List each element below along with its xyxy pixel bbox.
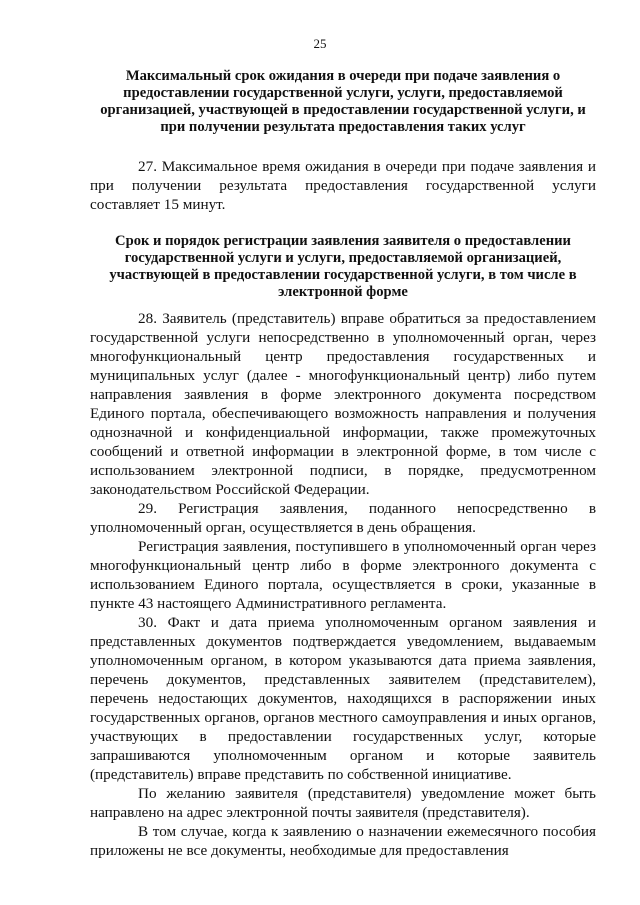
section-body-waiting-time [90,157,596,214]
section-heading-registration: Срок и порядок регистрации заявления заявителя о предоставлении государственной услуги и услуги, предоставляемой организацией, участвующей в предоставлении государственной услуги, в том числе в электронной форме [109,233,577,300]
paragraph-28: 28. Заявитель (представитель) вправе обратиться за предоставлением государственной услуги непосредственно в уполномоченный орган, через многофункциональный центр предоставления государственных и муниципальных услуг (далее - многофункциональный центр) либо путем направления заявления в форме электронного документа посредством Единого портала, обеспечивающего возможность направления и получения однозначной и конфиденциальной информации, также промежуточных сообщений и ответной информации в электронной форме, в том числе с использованием электронной подписи, в порядке, предусмотренном законодательством Российской Федерации. [90,310,596,498]
section-body-registration [90,309,596,860]
section-heading-waiting-time: Максимальный срок ожидания в очереди при подаче заявления о предоставлении государственной услуги, услуги, предоставляемой организацией, участвующей в предоставлении государственной услуги, и при получении результата предоставления таких услуг [100,68,586,135]
paragraph-30-email: По желанию заявителя (представителя) уведомление может быть направлено на адрес электронной почты заявителя (представителя). [90,785,596,821]
page-number: 25 [313,36,327,51]
paragraph-29-registration: Регистрация заявления, поступившего в уполномоченный орган через многофункциональный центр либо в форме электронного документа с использованием Единого портала, осуществляется в сроки, указанные в пункте 43 настоящего Административного регламента. [90,538,596,612]
paragraph-29: 29. Регистрация заявления, поданного непосредственно в уполномоченный орган, осуществляется в день обращения. [90,500,596,536]
paragraph-27: 27. Максимальное время ожидания в очереди при подаче заявления и при получении результата предоставления государственной услуги составляет 15 минут. [90,158,596,213]
paragraph-30: 30. Факт и дата приема уполномоченным органом заявления и представленных документов подтверждается уведомлением, выдаваемым уполномоченным органом, в котором указываются дата приема заявления, перечень документов, представленных заявителем (представителем), перечень недостающих документов, находящихся в распоряжении иных государственных органов, органов местного самоуправления и иных органов, участвующих в предоставлении государственных услуг, которые запрашиваются уполномоченным органом и которые заявитель (представитель) вправе представить по собственной инициативе. [90,614,596,783]
paragraph-30-incomplete: В том случае, когда к заявлению о назначении ежемесячного пособия приложены не все документы, необходимые для предоставления [90,823,596,859]
